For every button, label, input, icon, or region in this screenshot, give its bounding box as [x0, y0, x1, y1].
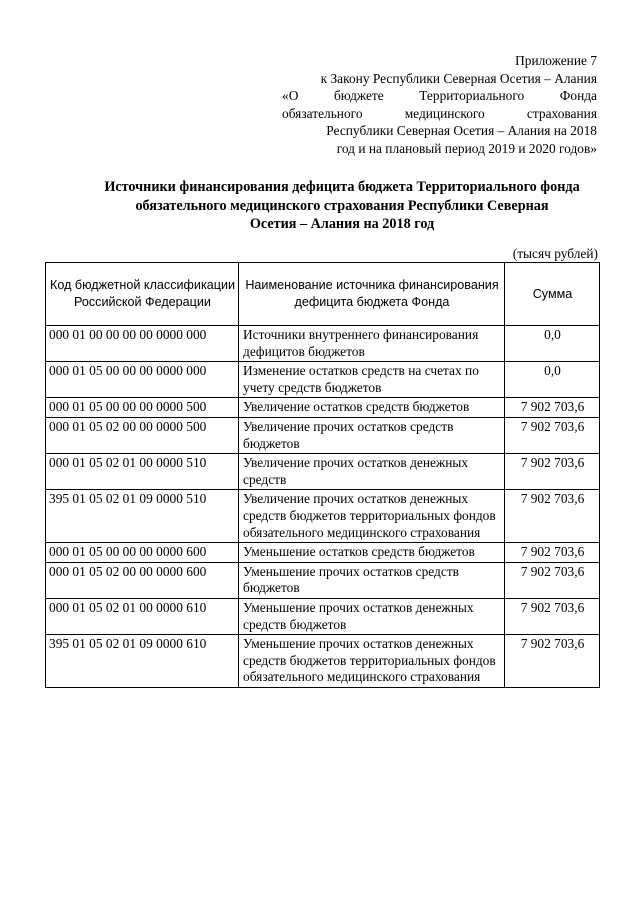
table-row [46, 598, 600, 634]
appendix-law-title-line-3: Республики Северная Осетия – Алания на 2018 [326, 123, 597, 139]
row-amount: 7 902 703,6 [505, 562, 600, 598]
row-name: Изменение остатков средств на счетах по учету средств бюджетов [239, 362, 505, 398]
row-name: Увеличение прочих остатков денежных средств бюджетов территориальных фондов обязательного медицинского страхования [239, 490, 505, 543]
appendix-law-title-line-2 [282, 105, 597, 123]
word: бюджете [333, 88, 384, 104]
row-code: 000 01 05 00 00 00 0000 600 [46, 543, 239, 563]
row-code: 000 01 05 02 00 00 0000 600 [46, 562, 239, 598]
appendix-law-title-line-1 [282, 87, 597, 105]
row-name: Уменьшение прочих остатков денежных средств бюджетов [239, 598, 505, 634]
row-name: Увеличение остатков средств бюджетов [239, 398, 505, 418]
title-line-3: Осетия – Алания на 2018 год [249, 216, 435, 232]
word: «О [282, 88, 299, 104]
appendix-law-title-line-4: год и на плановый период 2019 и 2020 годов» [336, 140, 597, 156]
table-row [46, 543, 600, 563]
row-name: Уменьшение прочих остатков денежных средств бюджетов территориальных фондов обязательного медицинского страхования [239, 635, 505, 688]
row-name: Увеличение прочих остатков денежных средств [239, 454, 505, 490]
row-name: Уменьшение прочих остатков средств бюджетов [239, 562, 505, 598]
header-code: Код бюджетной классификации Российской Федерации [46, 263, 239, 326]
row-code: 000 01 05 02 00 00 0000 500 [46, 417, 239, 453]
row-name: Уменьшение остатков средств бюджетов [239, 543, 505, 563]
row-code: 000 01 00 00 00 00 0000 000 [46, 326, 239, 362]
table-row [46, 362, 600, 398]
title-line-2: обязательного медицинского страхования Республики Северная [135, 197, 549, 214]
table-row [46, 454, 600, 490]
row-code: 395 01 05 02 01 09 0000 510 [46, 490, 239, 543]
row-name: Источники внутреннего финансирования дефицитов бюджетов [239, 326, 505, 362]
deficit-sources-table [45, 262, 600, 688]
row-code: 000 01 05 02 01 00 0000 610 [46, 598, 239, 634]
table-header-row [46, 263, 600, 326]
table-row [46, 326, 600, 362]
row-amount: 7 902 703,6 [505, 598, 600, 634]
row-code: 000 01 05 00 00 00 0000 000 [46, 362, 239, 398]
word: Фонда [559, 88, 597, 104]
row-code: 395 01 05 02 01 09 0000 610 [46, 635, 239, 688]
row-amount: 7 902 703,6 [505, 454, 600, 490]
row-code: 000 01 05 02 01 00 0000 510 [46, 454, 239, 490]
table-row [46, 417, 600, 453]
header-name: Наименование источника финансирования дефицита бюджета Фонда [239, 263, 505, 326]
units-label: (тысяч рублей) [512, 246, 598, 261]
appendix-law-reference: к Закону Республики Северная Осетия – Алания [320, 70, 597, 86]
row-amount: 0,0 [505, 326, 600, 362]
table-row [46, 490, 600, 543]
row-code: 000 01 05 00 00 00 0000 500 [46, 398, 239, 418]
document-title [44, 178, 640, 234]
row-amount: 7 902 703,6 [505, 635, 600, 688]
word: обязательного [282, 105, 363, 121]
word: Территориального [419, 88, 525, 104]
row-amount: 7 902 703,6 [505, 417, 600, 453]
row-amount: 7 902 703,6 [505, 490, 600, 543]
row-amount: 0,0 [505, 362, 600, 398]
appendix-note [282, 52, 597, 158]
word: медицинского [404, 105, 485, 121]
appendix-number: Приложение 7 [515, 53, 597, 68]
row-amount: 7 902 703,6 [505, 398, 600, 418]
table-row [46, 562, 600, 598]
title-line-1: Источники финансирования дефицита бюджета Территориального фонда [104, 179, 580, 195]
header-amount: Сумма [505, 263, 600, 326]
row-amount: 7 902 703,6 [505, 543, 600, 563]
table-row [46, 635, 600, 688]
row-name: Увеличение прочих остатков средств бюджетов [239, 417, 505, 453]
word: страхования [526, 105, 597, 121]
table-row [46, 398, 600, 418]
